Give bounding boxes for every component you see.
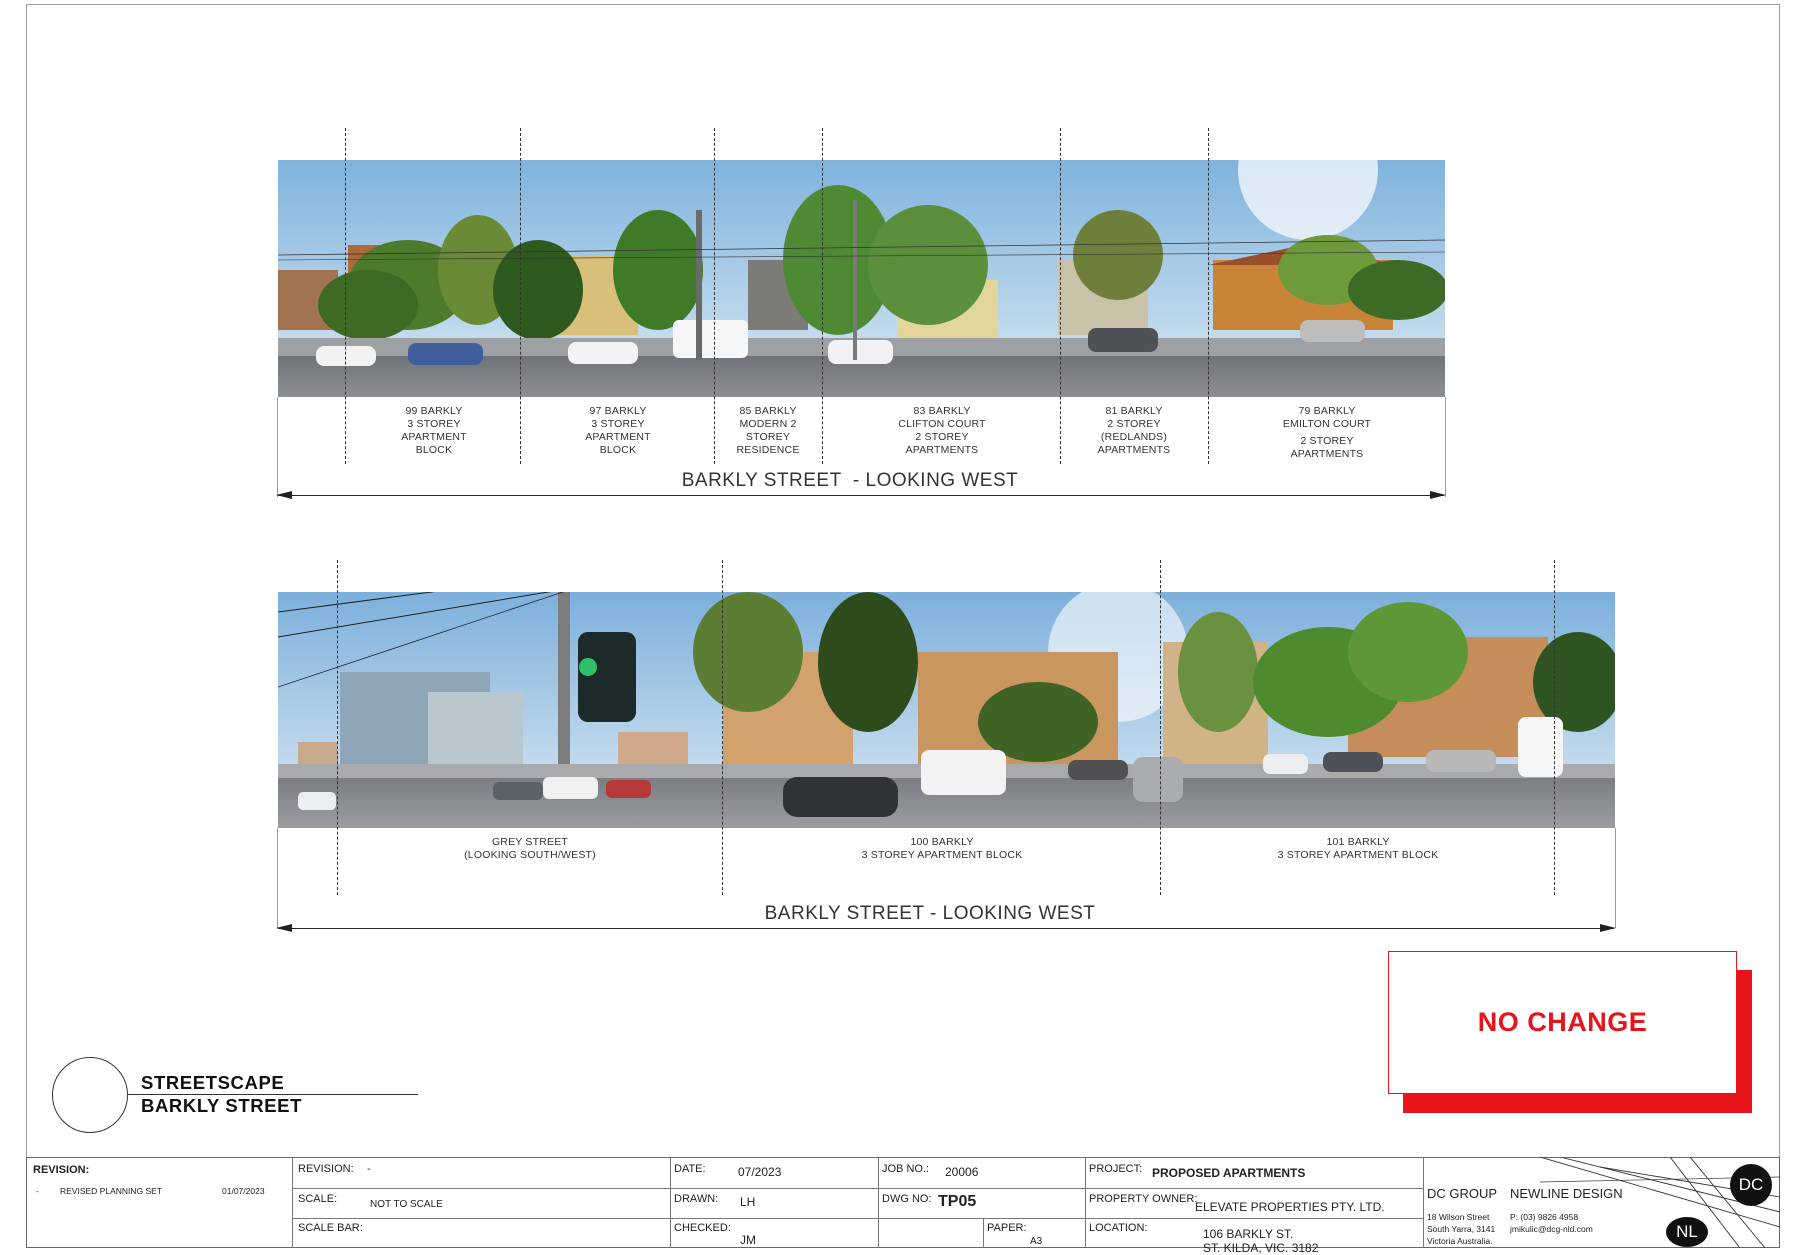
caption-81-barkly: 81 BARKLY 2 STOREY (REDLANDS) APARTMENTS <box>1097 405 1171 456</box>
title-block-divider <box>670 1157 671 1248</box>
revision-value: - <box>367 1163 371 1175</box>
no-change-stamp <box>1388 951 1737 1094</box>
address-line-2: South Yarra, 3141 <box>1427 1224 1496 1234</box>
date-label: DATE: <box>674 1163 706 1175</box>
title-block-divider <box>292 1218 1423 1219</box>
revision-date: 01/07/2023 <box>222 1186 265 1196</box>
divider-line <box>520 128 521 464</box>
divider-line <box>337 560 338 895</box>
title-block-divider <box>1423 1157 1424 1248</box>
caption-100-barkly: 100 BARKLY 3 STOREY APARTMENT BLOCK <box>861 836 1023 861</box>
dc-logo: DC <box>1730 1164 1772 1206</box>
caption-79-barkly: 79 BARKLY EMILTON COURT 2 STOREY APARTMENTS <box>1282 405 1372 460</box>
checked-value: JM <box>740 1233 756 1247</box>
nl-logo: NL <box>1666 1217 1708 1247</box>
address-line-1: 18 Wilson Street <box>1427 1212 1490 1222</box>
divider-line <box>1060 128 1061 464</box>
firm-name-newline-design: NEWLINE DESIGN <box>1510 1186 1623 1201</box>
title-block-divider <box>1085 1157 1086 1248</box>
drawing-title-line-2: BARKLY STREET <box>141 1095 302 1116</box>
scale-value: NOT TO SCALE <box>370 1199 443 1210</box>
revision-marker: - <box>36 1186 39 1196</box>
revision-label: REVISION: <box>298 1163 354 1175</box>
revision-header: REVISION: <box>33 1164 90 1176</box>
caption-85-barkly: 85 BARKLY MODERN 2 STOREY RESIDENCE <box>736 405 800 456</box>
divider-line <box>722 560 723 895</box>
divider-line <box>345 128 346 464</box>
row-1-direction-arrow <box>278 495 1444 496</box>
revision-description: REVISED PLANNING SET <box>60 1186 163 1196</box>
row-2-direction-arrow <box>278 928 1614 929</box>
paper-label: PAPER: <box>987 1222 1027 1234</box>
title-block-divider <box>983 1218 984 1248</box>
scale-bar-label: SCALE BAR: <box>298 1222 363 1234</box>
drawing-reference-circle <box>52 1057 128 1133</box>
drawn-label: DRAWN: <box>674 1193 719 1205</box>
arrow-head-left-icon <box>276 491 292 499</box>
title-block-divider <box>292 1157 293 1248</box>
firm-name-dc-group: DC GROUP <box>1427 1186 1498 1201</box>
caption-99-barkly: 99 BARKLY 3 STOREY APARTMENT BLOCK <box>401 405 467 456</box>
divider-line <box>822 128 823 464</box>
location-label: LOCATION: <box>1089 1222 1148 1234</box>
location-line-2: ST. KILDA, VIC. 3182 <box>1203 1241 1319 1255</box>
arrow-head-right-icon <box>1600 924 1616 932</box>
scale-label: SCALE: <box>298 1193 338 1205</box>
checked-label: CHECKED: <box>674 1222 731 1234</box>
email-address: jmikulic@dcg-nld.com <box>1510 1224 1593 1234</box>
phone-number: P: (03) 9826 4958 <box>1510 1212 1579 1222</box>
location-line-1: 106 BARKLY ST. <box>1203 1227 1294 1241</box>
property-owner-label: PROPERTY OWNER: <box>1089 1193 1198 1205</box>
drawing-number-value: TP05 <box>938 1193 977 1210</box>
project-label: PROJECT: <box>1089 1163 1143 1175</box>
arrow-head-right-icon <box>1430 491 1446 499</box>
job-number-label: JOB NO.: <box>882 1163 930 1175</box>
drawing-title-line-1: STREETSCAPE <box>141 1072 285 1093</box>
address-line-3: Victoria Australia. <box>1427 1236 1493 1246</box>
drawing-number-label: DWG NO: <box>882 1193 932 1205</box>
row-1-street-title: BARKLY STREET - LOOKING WEST <box>681 470 1019 491</box>
title-block-divider <box>878 1157 879 1248</box>
arrow-head-left-icon <box>276 924 292 932</box>
date-value: 07/2023 <box>738 1165 782 1179</box>
title-block-divider <box>292 1188 1423 1189</box>
caption-grey-street: GREY STREET (LOOKING SOUTH/WEST) <box>464 836 596 861</box>
caption-83-barkly: 83 BARKLY CLIFTON COURT 2 STOREY APARTMENTS <box>898 405 986 456</box>
project-value: PROPOSED APARTMENTS <box>1152 1166 1306 1180</box>
caption-97-barkly: 97 BARKLY 3 STOREY APARTMENT BLOCK <box>585 405 651 456</box>
job-number-value: 20006 <box>945 1165 979 1179</box>
no-change-text: NO CHANGE <box>1477 1007 1648 1037</box>
row-2-street-title: BARKLY STREET - LOOKING WEST <box>764 903 1096 924</box>
divider-line <box>1160 560 1161 895</box>
streetscape-photo-row-1 <box>278 160 1445 397</box>
paper-value: A3 <box>1030 1236 1043 1247</box>
caption-101-barkly: 101 BARKLY 3 STOREY APARTMENT BLOCK <box>1277 836 1439 861</box>
divider-line <box>1554 560 1555 895</box>
streetscape-photo-row-2 <box>278 592 1615 828</box>
divider-line <box>714 128 715 464</box>
divider-line <box>1208 128 1209 464</box>
property-owner-value: ELEVATE PROPERTIES PTY. LTD. <box>1195 1200 1385 1214</box>
drawn-value: LH <box>740 1195 756 1209</box>
